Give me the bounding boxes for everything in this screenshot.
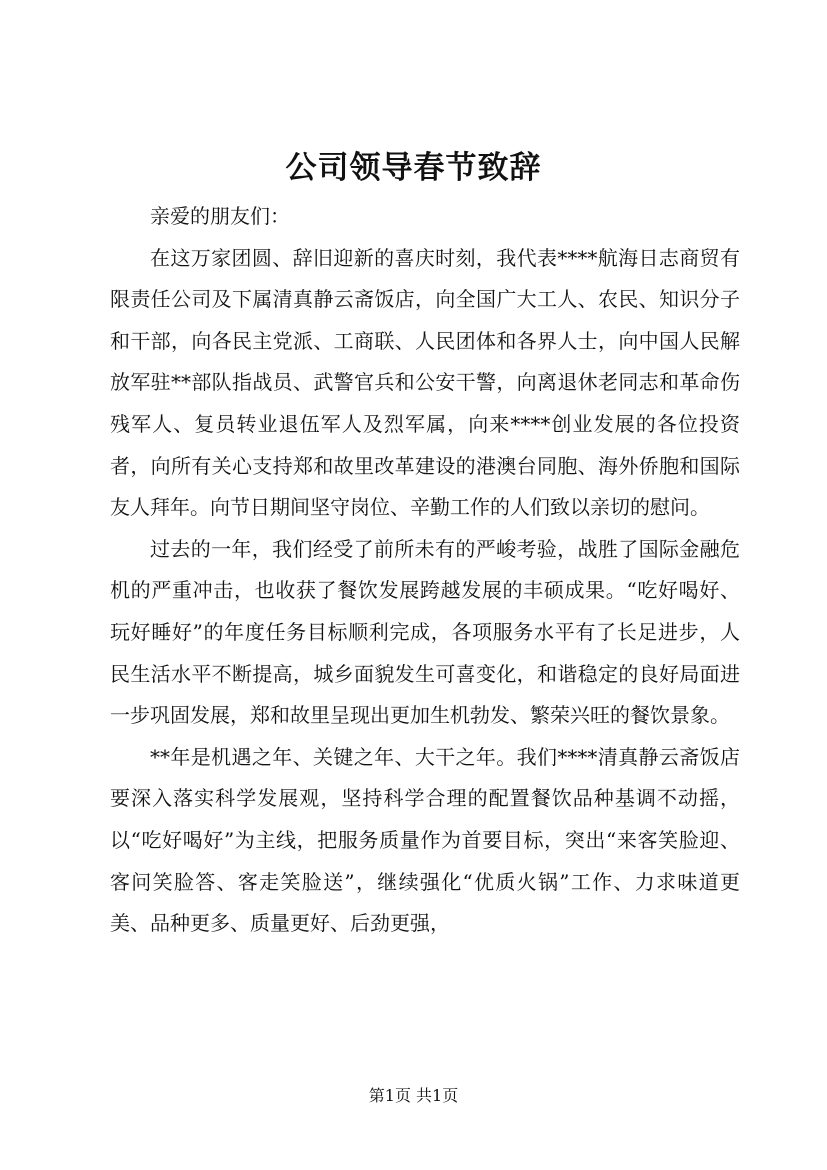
salutation-paragraph: 亲爱的朋友们： <box>150 204 290 228</box>
greeting-paragraph: 在这万家团圆、辞旧迎新的喜庆时刻，我代表****航海日志商贸有限责任公司及下属清真静云斋饭店，向全国广大工人、农民、知识分子和干部，向各民主党派、工商联、人民团体和各界人士，向中国人民解放军驻**部队指战员、武警官兵和公安干警，向离退休老同志和革命伤残军人、复员转业退伍军人及烈军属，向来****创业发展的各位投资者，向所有关心支持郑和故里改革建设的港澳台同胞、海外侨胞和国际友人拜年。向节日期间坚守岗位、辛勤工作的人们致以亲切的慰问。 <box>110 245 740 520</box>
document-body <box>110 196 740 945</box>
page-number-footer: 第1页 共1页 <box>368 1086 459 1105</box>
plan-paragraph: **年是机遇之年、关键之年、大干之年。我们****清真静云斋饭店要深入落实科学发展观，坚持科学合理的配置餐饮品种基调不动摇，以“吃好喝好”为主线，把服务质量作为首要目标，突出“来客笑脸迎、客问笑脸答、客走笑脸送”，继续强化“优质火锅”工作、力求味道更美、品种更多、质量更好、后劲更强， <box>110 744 740 936</box>
document-title: 公司领导春节致辞 <box>285 150 542 186</box>
review-paragraph: 过去的一年，我们经受了前所未有的严峻考验，战胜了国际金融危机的严重冲击，也收获了餐饮发展跨越发展的丰硕成果。“吃好喝好、玩好睡好”的年度任务目标顺利完成，各项服务水平有了长足进步，人民生活水平不断提高，城乡面貌发生可喜变化，和谐稳定的良好局面进一步巩固发展，郑和故里呈现出更加生机勃发、繁荣兴旺的餐饮景象。 <box>110 536 740 728</box>
